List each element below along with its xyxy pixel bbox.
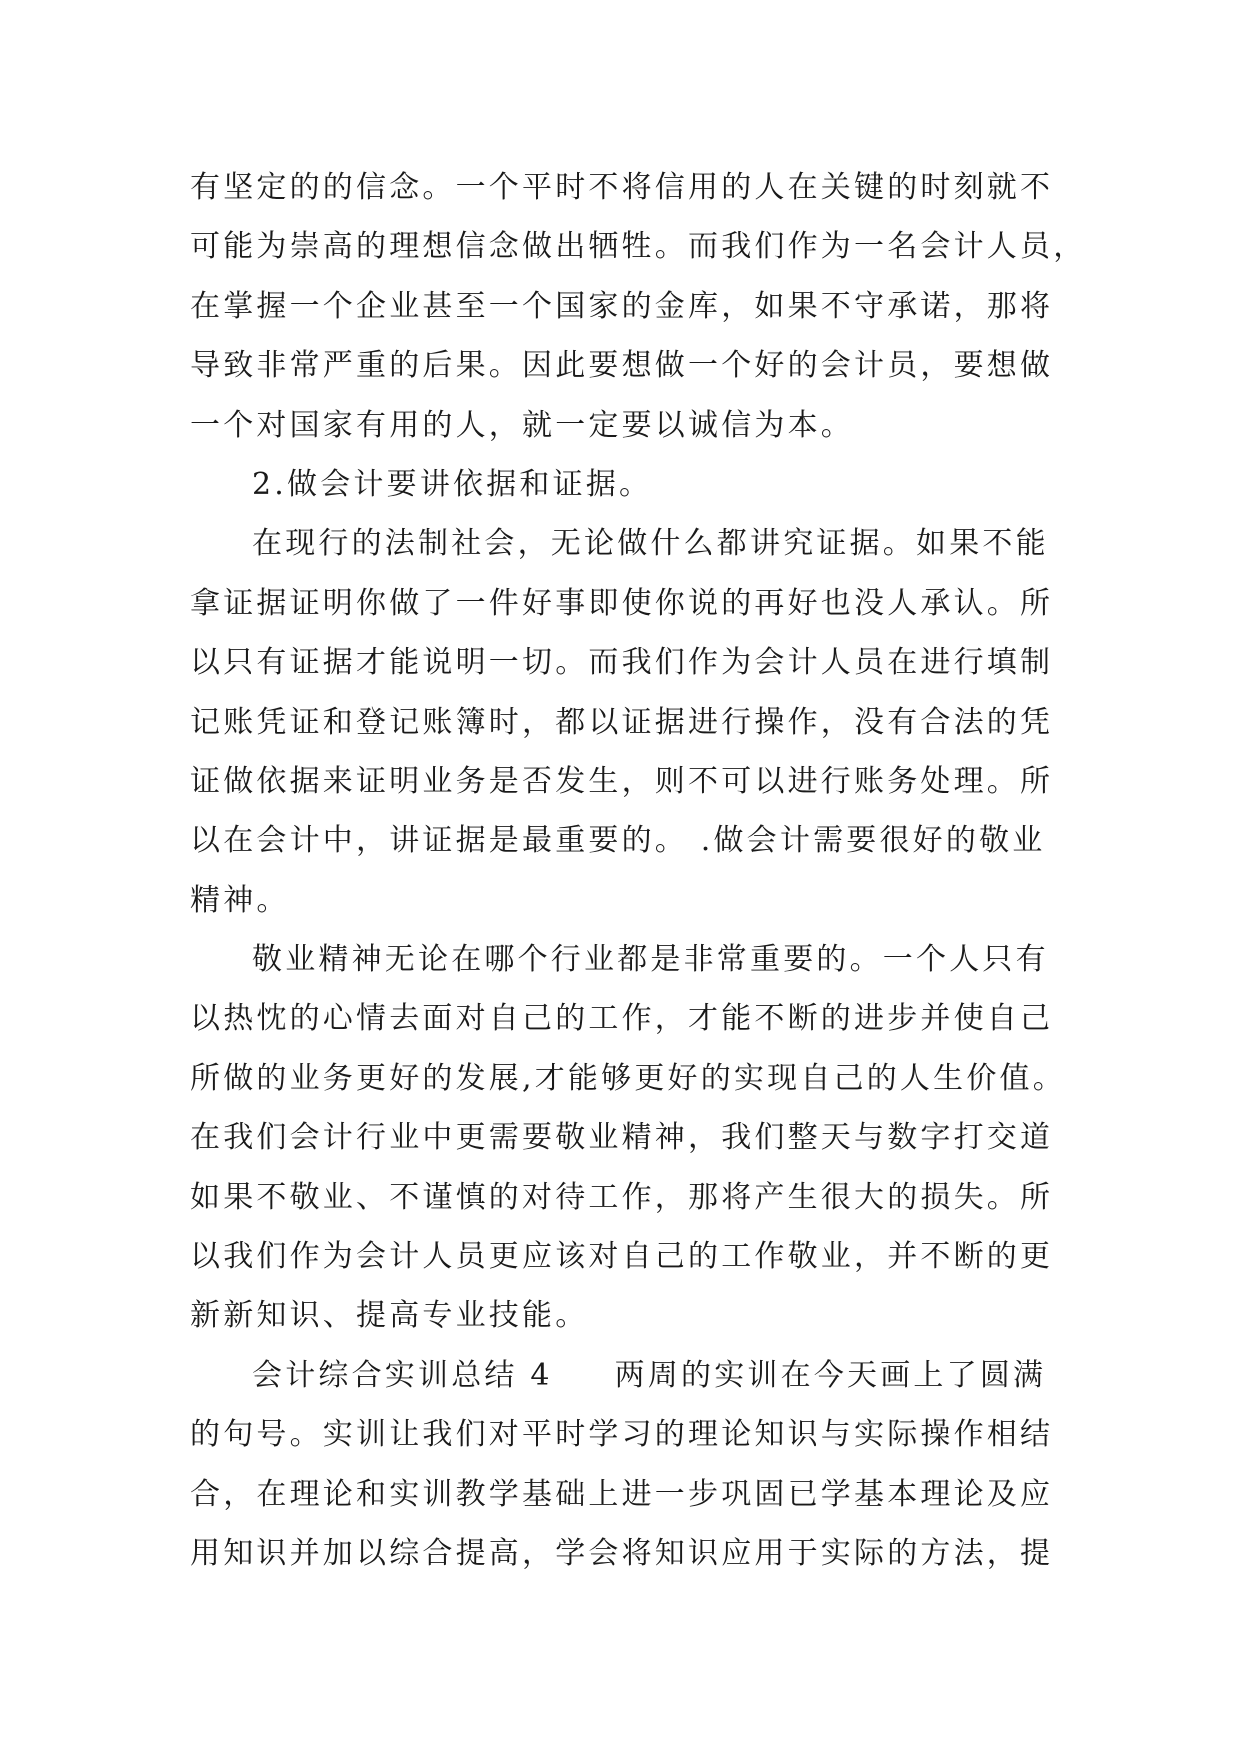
text-line: 以我们作为会计人员更应该对自己的工作敬业，并不断的更 [190,1239,1054,1275]
text-line: 所做的业务更好的发展,才能够更好的实现自己的人生价值。 [190,1060,1066,1096]
text-line: 的句号。实训让我们对平时学习的理论知识与实际操作相结 [190,1417,1054,1453]
text-line: 证做依据来证明业务是否发生，则不可以进行账务处理。所 [190,763,1054,799]
text-line: 一个对国家有用的人，就一定要以诚信为本。 [190,407,854,443]
paragraph-start: 在现行的法制社会，无论做什么都讲究证据。如果不能 [252,526,1049,562]
paragraph-start: 敬业精神无论在哪个行业都是非常重要的。一个人只有 [252,942,1049,978]
text-line: 合，在理论和实训教学基础上进一步巩固已学基本理论及应 [190,1476,1054,1512]
document-body [190,158,1090,1583]
text-line: 有坚定的的信念。一个平时不将信用的人在关键的时刻就不 [190,170,1054,205]
summary-heading-line [190,1346,1090,1405]
text-line: 拿证据证明你做了一件好事即使你说的再好也没人承认。所 [190,585,1054,621]
summary-first-text: 两周的实训在今天画上了圆满 [614,1357,1047,1393]
text-line: 在掌握一个企业甚至一个国家的金库，如果不守承诺，那将 [190,288,1054,324]
text-line: 在我们会计行业中更需要敬业精神，我们整天与数字打交道 [190,1120,1054,1156]
text-line: 记账凭证和登记账簿时，都以证据进行操作，没有合法的凭 [190,704,1054,740]
text-line: 以热忱的心情去面对自己的工作，才能不断的进步并使自己 [190,1001,1054,1037]
text-line: 新新知识、提高专业技能。 [190,1298,589,1334]
text-line: 可能为崇高的理想信念做出牺牲。而我们作为一名会计人员， [190,229,1087,265]
text-line: 以在会计中，讲证据是最重要的。 .做会计需要很好的敬业 [190,823,1046,859]
text-line: 用知识并加以综合提高，学会将知识应用于实际的方法，提 [190,1535,1054,1571]
summary-title: 会计综合实训总结 4 [252,1357,553,1393]
text-line: 精神。 [190,882,290,918]
text-line: 以只有证据才能说明一切。而我们作为会计人员在进行填制 [190,645,1054,681]
text-line: 如果不敬业、不谨慎的对待工作，那将产生很大的损失。所 [190,1179,1054,1215]
text-line: 导致非常严重的后果。因此要想做一个好的会计员，要想做 [190,348,1054,384]
section-heading: 2.做会计要讲依据和证据。 [252,466,653,502]
